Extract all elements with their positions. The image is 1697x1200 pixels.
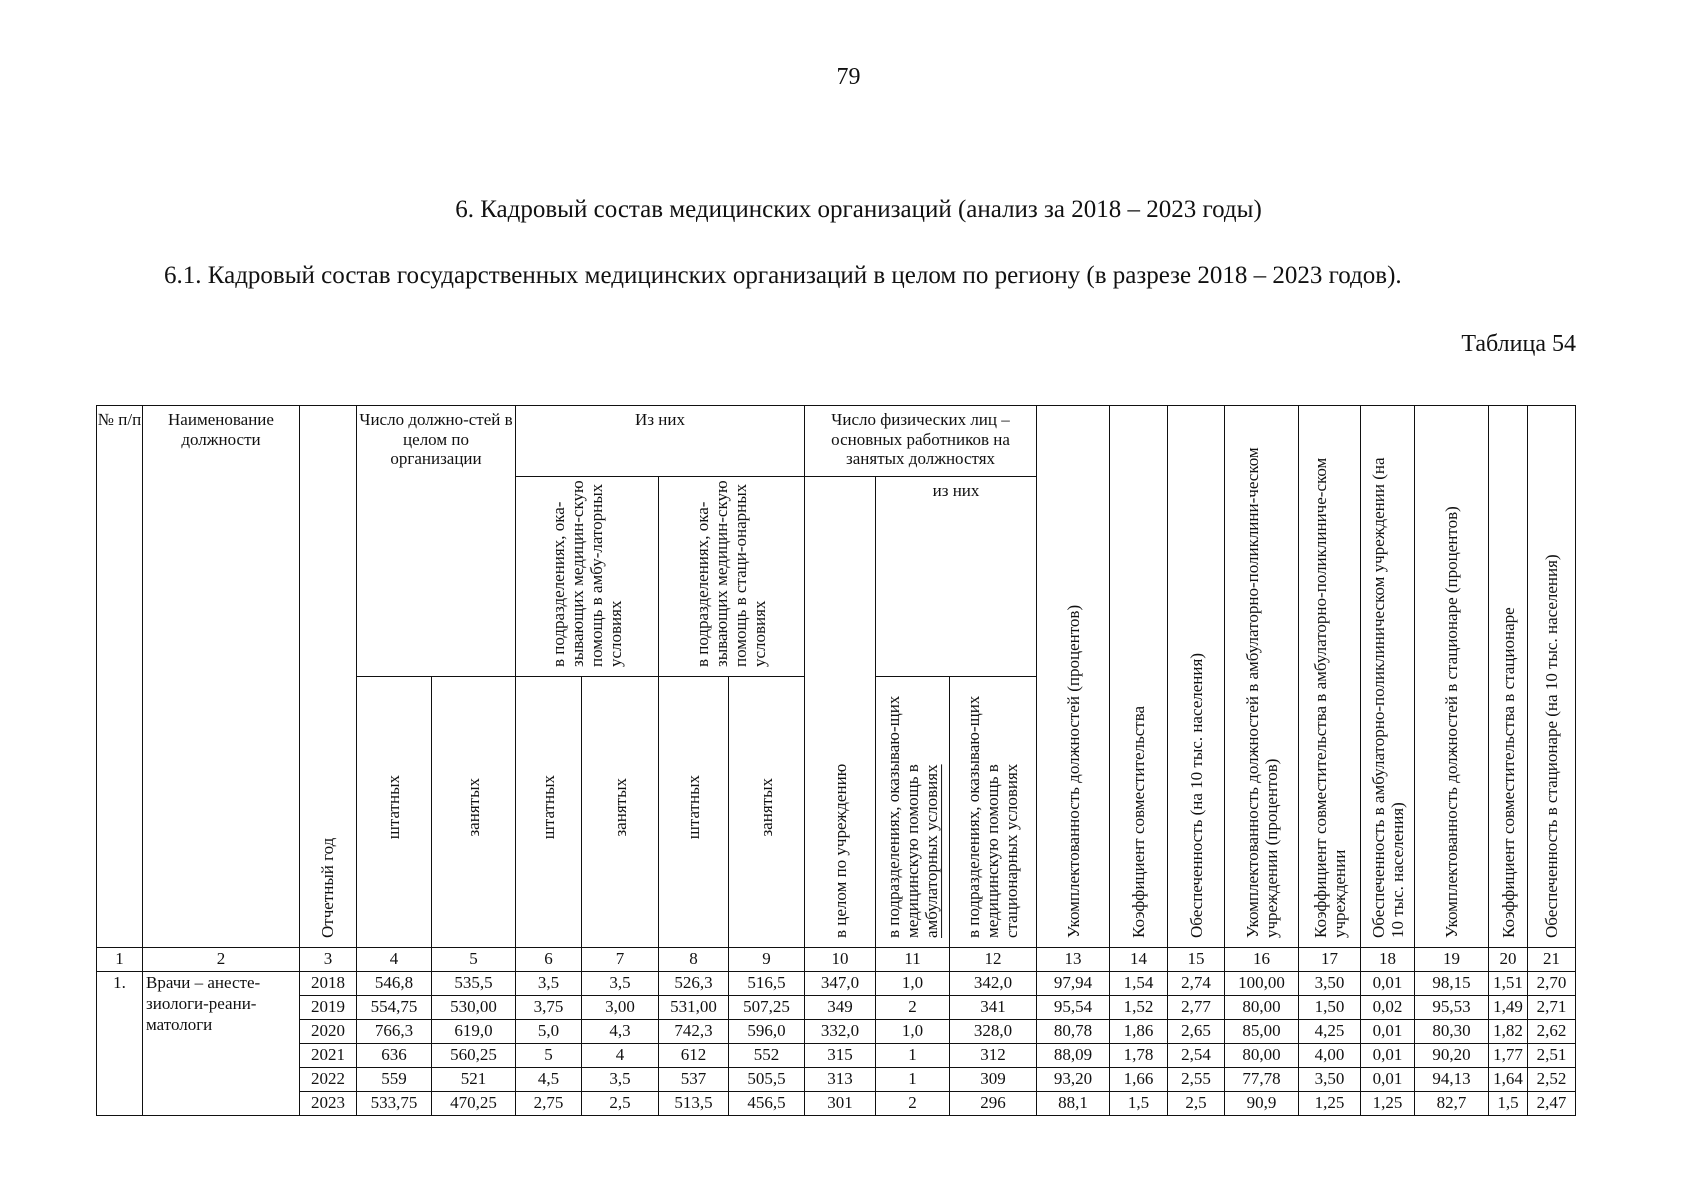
- value-cell: 2,70: [1528, 971, 1576, 995]
- value-cell: 2: [876, 995, 950, 1019]
- value-cell: 3,50: [1299, 971, 1361, 995]
- header-occupied-inpatient: занятых: [729, 676, 805, 947]
- column-number-row: [97, 947, 1576, 971]
- value-cell: 88,09: [1037, 1043, 1110, 1067]
- value-cell: 94,13: [1415, 1067, 1489, 1091]
- column-number: 8: [659, 947, 729, 971]
- column-number: 9: [729, 947, 805, 971]
- value-cell: 1,5: [1489, 1091, 1528, 1115]
- year-cell: 2018: [300, 971, 357, 995]
- value-cell: 90,20: [1415, 1043, 1489, 1067]
- value-cell: 80,30: [1415, 1019, 1489, 1043]
- header-provision-ambulatory: Обеспеченность в амбулаторно-поликлиническом учреждении (на 10 тыс. населения): [1361, 406, 1415, 948]
- value-cell: 347,0: [805, 971, 876, 995]
- column-number: 4: [357, 947, 432, 971]
- value-cell: 535,5: [432, 971, 516, 995]
- row-number: 1.: [97, 971, 143, 1115]
- column-number: 3: [300, 947, 357, 971]
- value-cell: 301: [805, 1091, 876, 1115]
- table-row: [97, 1067, 1576, 1091]
- value-cell: 546,8: [357, 971, 432, 995]
- value-cell: 93,20: [1037, 1067, 1110, 1091]
- year-cell: 2019: [300, 995, 357, 1019]
- header-individuals: Число физических лиц – основных работников на занятых должностях: [805, 406, 1037, 477]
- value-cell: 530,00: [432, 995, 516, 1019]
- value-cell: 0,01: [1361, 1067, 1415, 1091]
- header-ind-inpatient: в подразделениях, оказываю-щих медицинскую помощь в стационарных условиях: [950, 676, 1037, 947]
- header-provision-inpatient: Обеспеченность в стационаре (на 10 тыс. населения): [1528, 406, 1576, 948]
- value-cell: 4,3: [582, 1019, 659, 1043]
- header-num: № п/п: [97, 406, 143, 948]
- value-cell: 309: [950, 1067, 1037, 1091]
- value-cell: 4,25: [1299, 1019, 1361, 1043]
- value-cell: 531,00: [659, 995, 729, 1019]
- value-cell: 526,3: [659, 971, 729, 995]
- value-cell: 97,94: [1037, 971, 1110, 995]
- value-cell: 1,5: [1110, 1091, 1168, 1115]
- value-cell: 1,25: [1299, 1091, 1361, 1115]
- header-ambulatory-units: в подразделениях, ока-зывающих медицин-скую помощь в амбу-латорных условиях: [516, 477, 659, 677]
- header-whole-institution: в целом по учреждению: [805, 477, 876, 948]
- value-cell: 1,0: [876, 971, 950, 995]
- table-row: [97, 1091, 1576, 1115]
- header-staff-ambulatory: штатных: [516, 676, 582, 947]
- value-cell: 1,64: [1489, 1067, 1528, 1091]
- value-cell: 1: [876, 1043, 950, 1067]
- value-cell: 516,5: [729, 971, 805, 995]
- value-cell: 513,5: [659, 1091, 729, 1115]
- header-provision: Обеспеченность (на 10 тыс. населения): [1168, 406, 1225, 948]
- value-cell: 4: [582, 1043, 659, 1067]
- value-cell: 98,15: [1415, 971, 1489, 995]
- column-number: 14: [1110, 947, 1168, 971]
- value-cell: 0,01: [1361, 971, 1415, 995]
- value-cell: 1,50: [1299, 995, 1361, 1019]
- value-cell: 5: [516, 1043, 582, 1067]
- value-cell: 1,52: [1110, 995, 1168, 1019]
- value-cell: 470,25: [432, 1091, 516, 1115]
- value-cell: 82,7: [1415, 1091, 1489, 1115]
- page-number: 79: [836, 64, 861, 90]
- header-staff-total: штатных: [357, 676, 432, 947]
- column-number: 20: [1489, 947, 1528, 971]
- column-number: 12: [950, 947, 1037, 971]
- value-cell: 100,00: [1225, 971, 1299, 995]
- table-body: [97, 971, 1576, 1115]
- table-label: Таблица 54: [1461, 331, 1576, 357]
- value-cell: 341: [950, 995, 1037, 1019]
- value-cell: 2,54: [1168, 1043, 1225, 1067]
- header-positions-total: Число должно-стей в целом по организации: [357, 406, 516, 677]
- header-combination-coef: Коэффициент совместительства: [1110, 406, 1168, 948]
- value-cell: 521: [432, 1067, 516, 1091]
- value-cell: 742,3: [659, 1019, 729, 1043]
- value-cell: 4,00: [1299, 1043, 1361, 1067]
- value-cell: 559: [357, 1067, 432, 1091]
- column-number: 18: [1361, 947, 1415, 971]
- value-cell: 0,02: [1361, 995, 1415, 1019]
- header-position-name: Наименование должности: [143, 406, 300, 948]
- column-number: 13: [1037, 947, 1110, 971]
- value-cell: 1,0: [876, 1019, 950, 1043]
- subsection-title: 6.1. Кадровый состав государственных медицинских организаций в целом по региону (в разрезе 2018 – 2023 годов).: [164, 262, 1402, 289]
- value-cell: 80,78: [1037, 1019, 1110, 1043]
- header-staffing-ambulatory: Укомплектованность должностей в амбулаторно-поликлини-ческом учреждении (процентов): [1225, 406, 1299, 948]
- value-cell: 4,5: [516, 1067, 582, 1091]
- header-occupied-total: занятых: [432, 676, 516, 947]
- value-cell: 85,00: [1225, 1019, 1299, 1043]
- value-cell: 5,0: [516, 1019, 582, 1043]
- value-cell: 1,66: [1110, 1067, 1168, 1091]
- column-number: 10: [805, 947, 876, 971]
- value-cell: 2,74: [1168, 971, 1225, 995]
- value-cell: 2,77: [1168, 995, 1225, 1019]
- value-cell: 80,00: [1225, 995, 1299, 1019]
- header-inpatient-units: в подразделениях, ока-зывающих медицин-скую помощь в стаци-онарных условиях: [659, 477, 805, 677]
- value-cell: 1,25: [1361, 1091, 1415, 1115]
- value-cell: 1,86: [1110, 1019, 1168, 1043]
- staffing-table: [96, 405, 1576, 1116]
- value-cell: 3,5: [582, 1067, 659, 1091]
- year-cell: 2020: [300, 1019, 357, 1043]
- value-cell: 1,51: [1489, 971, 1528, 995]
- value-cell: 2,5: [582, 1091, 659, 1115]
- header-year: Отчетный год: [300, 406, 357, 948]
- value-cell: 3,50: [1299, 1067, 1361, 1091]
- value-cell: 505,5: [729, 1067, 805, 1091]
- value-cell: 3,75: [516, 995, 582, 1019]
- header-staffing-inpatient: Укомплектованность должностей в стационаре (процентов): [1415, 406, 1489, 948]
- value-cell: 636: [357, 1043, 432, 1067]
- value-cell: 77,78: [1225, 1067, 1299, 1091]
- value-cell: 507,25: [729, 995, 805, 1019]
- value-cell: 2,75: [516, 1091, 582, 1115]
- header-of-them: Из них: [516, 406, 805, 477]
- value-cell: 312: [950, 1043, 1037, 1067]
- table-row: [97, 971, 1576, 995]
- year-cell: 2022: [300, 1067, 357, 1091]
- value-cell: 2: [876, 1091, 950, 1115]
- column-number: 17: [1299, 947, 1361, 971]
- value-cell: 552: [729, 1043, 805, 1067]
- value-cell: 328,0: [950, 1019, 1037, 1043]
- value-cell: 1,54: [1110, 971, 1168, 995]
- year-cell: 2021: [300, 1043, 357, 1067]
- header-of-them-lower: из них: [876, 477, 1037, 677]
- value-cell: 2,62: [1528, 1019, 1576, 1043]
- value-cell: 596,0: [729, 1019, 805, 1043]
- value-cell: 332,0: [805, 1019, 876, 1043]
- value-cell: 95,54: [1037, 995, 1110, 1019]
- value-cell: 88,1: [1037, 1091, 1110, 1115]
- value-cell: 554,75: [357, 995, 432, 1019]
- header-combination-inpatient: Коэффициент совместительства в стационаре: [1489, 406, 1528, 948]
- value-cell: 1: [876, 1067, 950, 1091]
- column-number: 21: [1528, 947, 1576, 971]
- value-cell: 349: [805, 995, 876, 1019]
- value-cell: 1,49: [1489, 995, 1528, 1019]
- value-cell: 315: [805, 1043, 876, 1067]
- value-cell: 2,55: [1168, 1067, 1225, 1091]
- column-number: 11: [876, 947, 950, 971]
- value-cell: 80,00: [1225, 1043, 1299, 1067]
- value-cell: 560,25: [432, 1043, 516, 1067]
- column-number: 7: [582, 947, 659, 971]
- value-cell: 0,01: [1361, 1043, 1415, 1067]
- column-number: 1: [97, 947, 143, 971]
- value-cell: 533,75: [357, 1091, 432, 1115]
- value-cell: 612: [659, 1043, 729, 1067]
- header-staffing-rate: Укомплектованность должностей (процентов): [1037, 406, 1110, 948]
- value-cell: 3,5: [582, 971, 659, 995]
- header-occupied-ambulatory: занятых: [582, 676, 659, 947]
- value-cell: 2,47: [1528, 1091, 1576, 1115]
- value-cell: 1,77: [1489, 1043, 1528, 1067]
- column-number: 6: [516, 947, 582, 971]
- value-cell: 3,5: [516, 971, 582, 995]
- value-cell: 766,3: [357, 1019, 432, 1043]
- column-number: 16: [1225, 947, 1299, 971]
- value-cell: 342,0: [950, 971, 1037, 995]
- column-number: 19: [1415, 947, 1489, 971]
- table-row: [97, 1043, 1576, 1067]
- value-cell: 90,9: [1225, 1091, 1299, 1115]
- value-cell: 2,51: [1528, 1043, 1576, 1067]
- value-cell: 619,0: [432, 1019, 516, 1043]
- value-cell: 0,01: [1361, 1019, 1415, 1043]
- section-title: 6. Кадровый состав медицинских организаций (анализ за 2018 – 2023 годы): [455, 196, 1262, 223]
- header-ind-ambulatory: в подразделениях, оказываю-щих медицинскую помощь в амбулаторных условиях: [876, 676, 950, 947]
- value-cell: 95,53: [1415, 995, 1489, 1019]
- position-name: Врачи – анесте-зиологи-реани-матологи: [143, 971, 300, 1115]
- value-cell: 2,52: [1528, 1067, 1576, 1091]
- header-staff-inpatient: штатных: [659, 676, 729, 947]
- value-cell: 1,78: [1110, 1043, 1168, 1067]
- table-row: [97, 1019, 1576, 1043]
- value-cell: 2,65: [1168, 1019, 1225, 1043]
- header-combination-ambulatory: Коэффициент совместительства в амбулаторно-поликлиниче-ском учреждении: [1299, 406, 1361, 948]
- value-cell: 537: [659, 1067, 729, 1091]
- value-cell: 456,5: [729, 1091, 805, 1115]
- value-cell: 2,5: [1168, 1091, 1225, 1115]
- value-cell: 296: [950, 1091, 1037, 1115]
- column-number: 15: [1168, 947, 1225, 971]
- value-cell: 2,71: [1528, 995, 1576, 1019]
- year-cell: 2023: [300, 1091, 357, 1115]
- table-row: [97, 995, 1576, 1019]
- value-cell: 3,00: [582, 995, 659, 1019]
- column-number: 5: [432, 947, 516, 971]
- value-cell: 1,82: [1489, 1019, 1528, 1043]
- column-number: 2: [143, 947, 300, 971]
- value-cell: 313: [805, 1067, 876, 1091]
